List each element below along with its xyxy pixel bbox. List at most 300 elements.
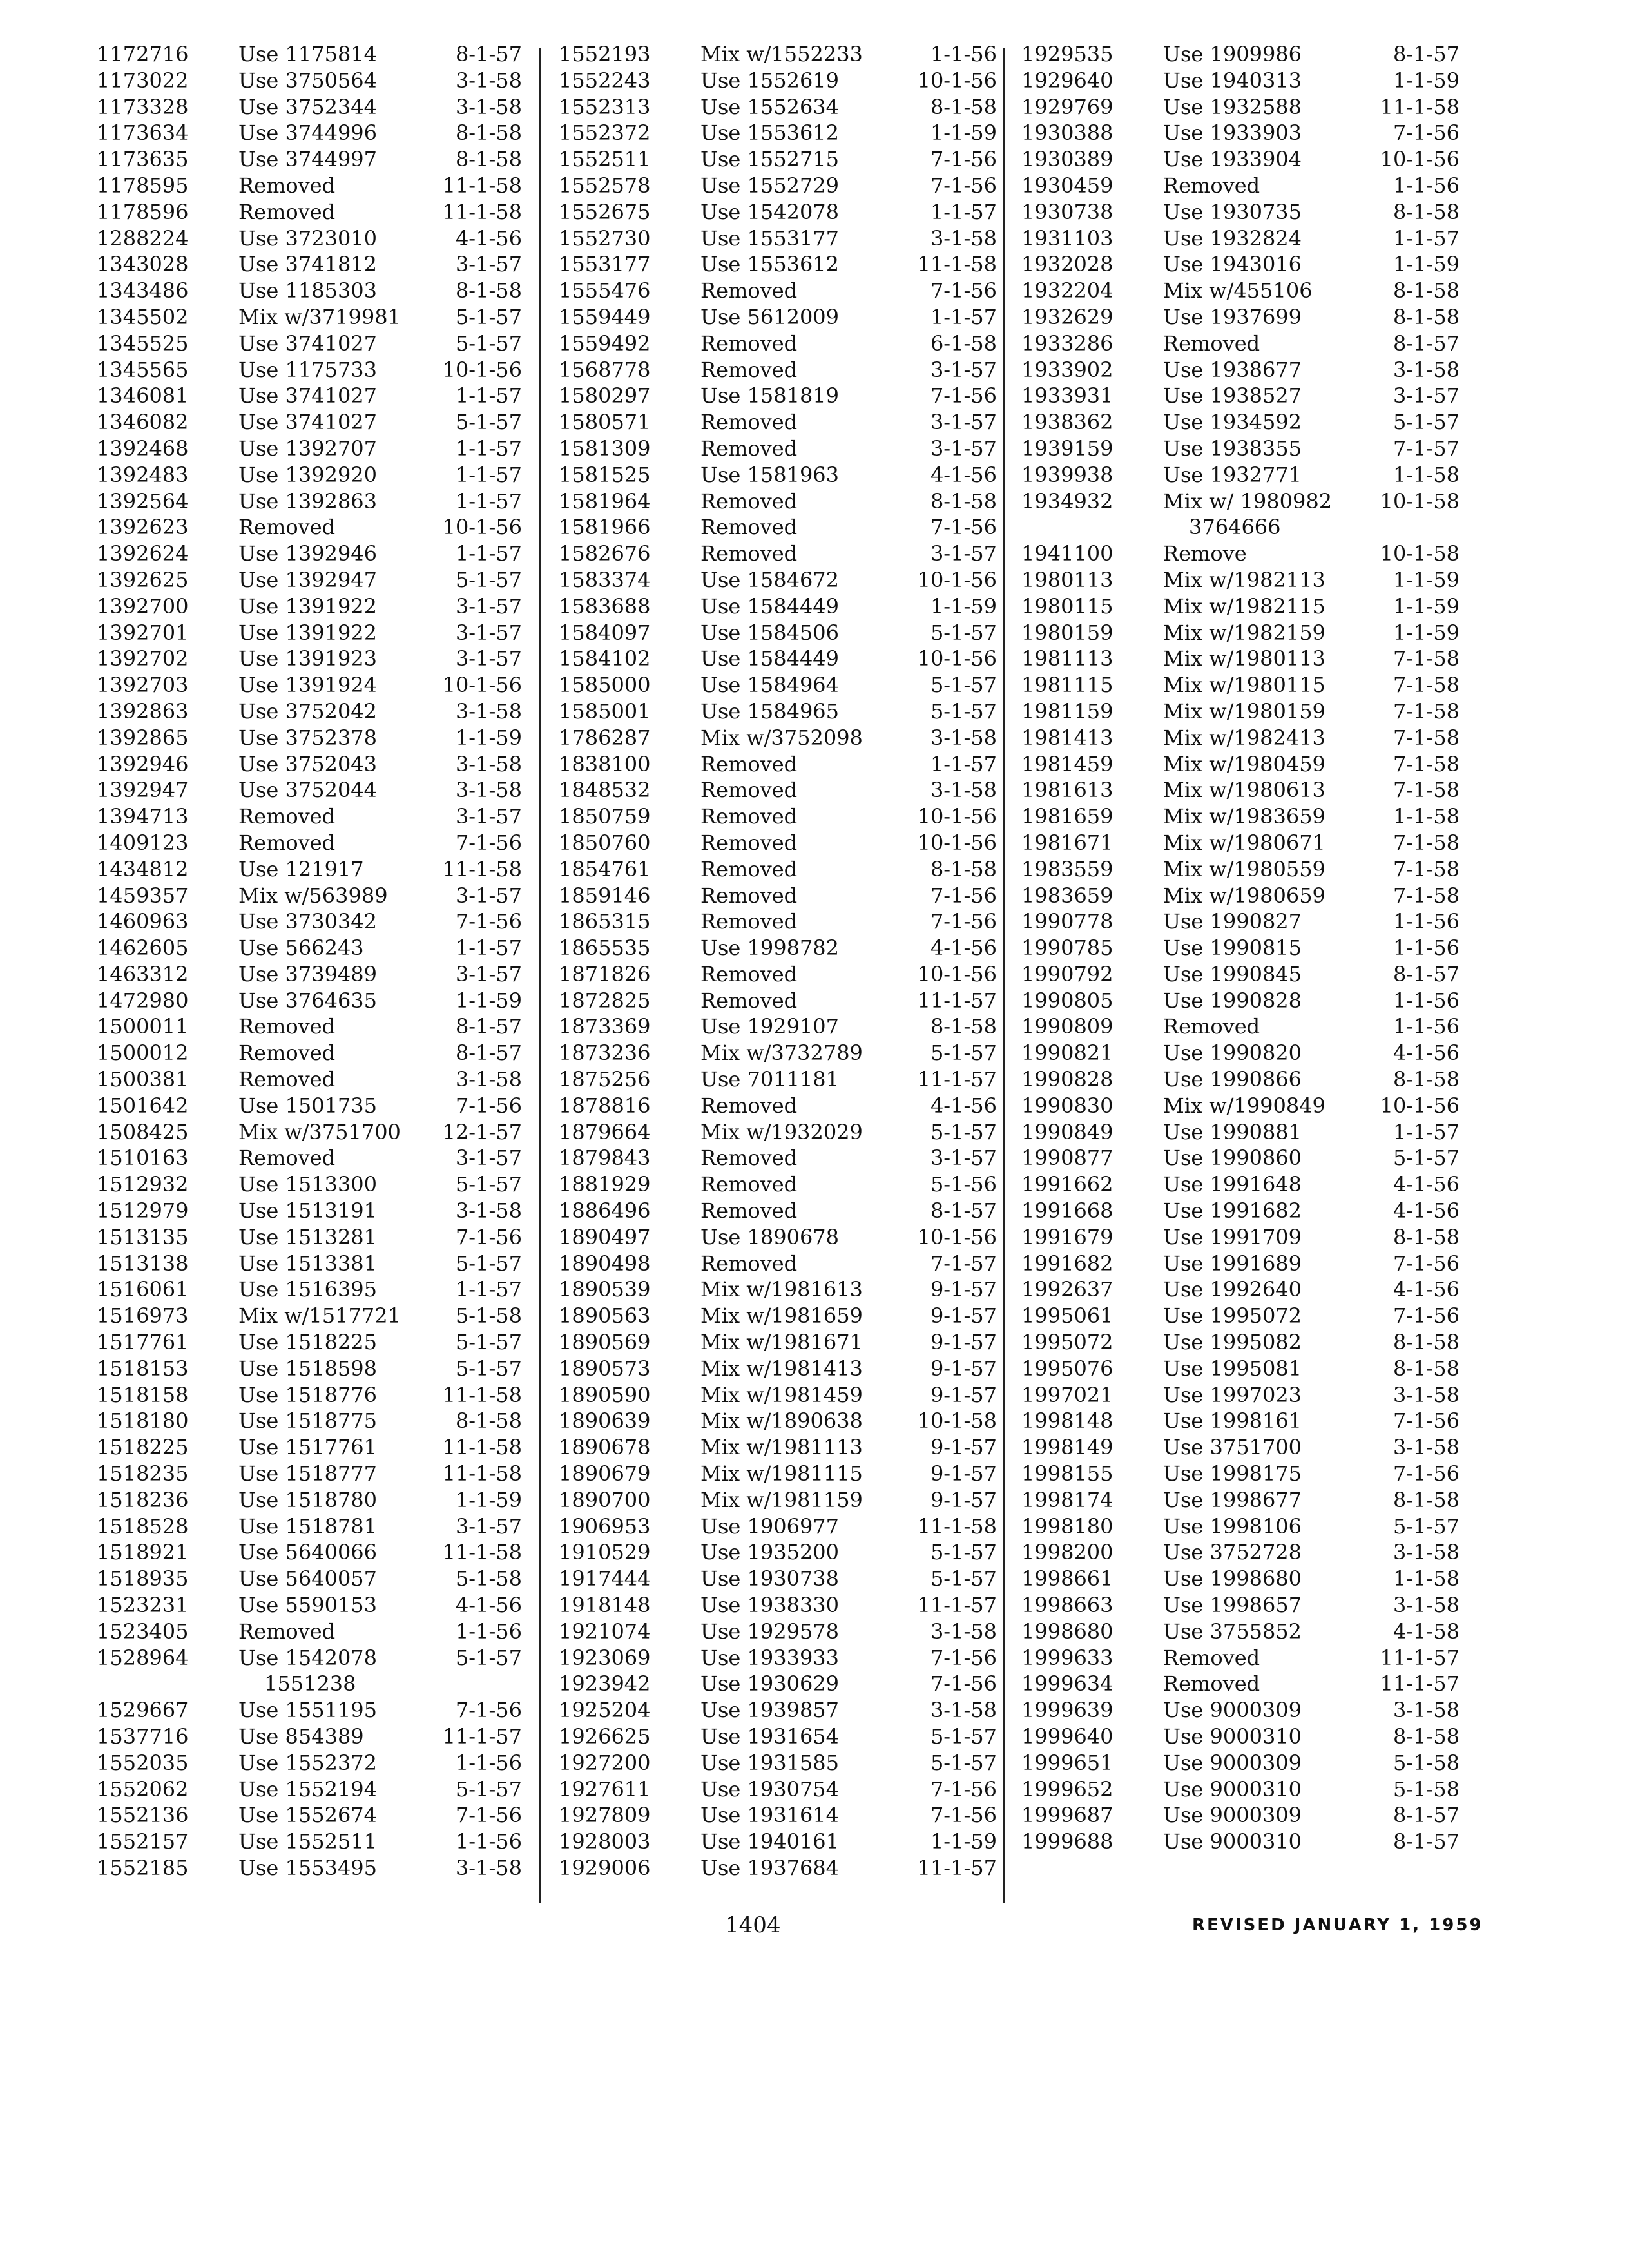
effective-date: 8-1-58 [1393,1724,1460,1749]
instruction-text: Remove [1163,541,1247,566]
effective-date: 1-1-57 [455,488,522,514]
column-divider [1003,48,1005,1903]
part-number: 1516061 [97,1277,189,1302]
table-row [559,1461,997,1487]
effective-date: 7-1-58 [1393,751,1460,776]
table-row [97,1066,522,1093]
instruction-text: Use 1938330 [700,1593,840,1618]
instruction [700,1119,863,1146]
instruction-text: Use 1391922 [238,620,378,645]
part-number: 1939938 [1021,462,1113,487]
instruction-text: Mix w/1982115 [1163,593,1325,619]
effective-date: 1-1-59 [930,593,997,619]
instruction [700,199,839,226]
instruction [700,226,839,252]
part-number: 1559492 [559,331,651,356]
instruction [1163,1224,1302,1251]
instruction-text: Removed [238,1067,336,1092]
effective-date: 8-1-57 [1393,331,1460,356]
effective-date: 9-1-57 [930,1330,997,1355]
table-row [1021,1329,1460,1356]
table-row [1021,1592,1460,1619]
instruction [238,1093,377,1119]
table-row [1021,68,1460,94]
instruction [1163,1093,1325,1119]
part-number: 1998200 [1021,1540,1113,1565]
effective-date: 4-1-56 [1393,1277,1460,1302]
instruction-text: Use 1518776 [238,1382,378,1407]
part-number: 1991682 [1021,1251,1113,1276]
part-number: 1981613 [1021,778,1113,803]
instruction-text: Mix w/455106 [1163,278,1313,303]
effective-date: 3-1-57 [1393,383,1460,408]
table-row [559,751,997,778]
part-number: 1890679 [559,1461,651,1486]
effective-date: 7-1-56 [930,383,997,408]
part-number: 1392625 [97,567,189,592]
instruction-text: Use 1933933 [700,1645,840,1670]
table-row [97,620,522,646]
effective-date: 3-1-58 [455,778,522,803]
effective-date: 4-1-56 [1393,1041,1460,1066]
part-number: 1991679 [1021,1224,1113,1249]
effective-date: 3-1-58 [1393,357,1460,382]
table-row [1021,1539,1460,1566]
instruction [1163,94,1302,120]
instruction-text: Use 1932588 [1163,94,1302,119]
instruction-text: Use 1553177 [700,226,840,251]
effective-date: 1-1-59 [930,120,997,146]
effective-date: 3-1-58 [930,778,997,803]
effective-date: 7-1-58 [1393,830,1460,855]
part-number: 1890678 [559,1435,651,1460]
part-number: 1581966 [559,515,651,540]
part-number: 1981413 [1021,725,1113,750]
table-row [1021,304,1460,331]
part-number: 1925204 [559,1698,651,1723]
part-number: 1990821 [1021,1041,1113,1066]
instruction-text: Mix w/3732789 [700,1041,863,1066]
effective-date: 1-1-57 [455,383,522,408]
table-row [559,146,997,173]
part-number: 1472980 [97,988,189,1013]
effective-date: 9-1-57 [930,1303,997,1329]
instruction-text: Use 1553612 [700,120,840,146]
instruction [1163,199,1302,226]
instruction-text: Use 3741027 [238,331,378,356]
instruction-text: Use 1391923 [238,646,378,671]
table-row [1021,436,1460,462]
part-number: 1517761 [97,1330,189,1355]
effective-date: 3-1-58 [930,226,997,251]
effective-date: 8-1-58 [930,488,997,514]
part-number: 1981659 [1021,804,1113,829]
instruction [238,146,377,173]
table-row [97,1750,522,1776]
table-row [1021,94,1460,120]
instruction-text: Use 1990820 [1163,1041,1302,1066]
instruction-text: Mix w/3751700 [238,1119,401,1144]
part-number: 1927809 [559,1803,651,1828]
table-row [97,541,522,567]
table-row [559,1145,997,1171]
instruction [238,541,377,567]
effective-date: 4-1-56 [1393,1198,1460,1224]
instruction-text: Removed [700,278,798,303]
instruction [700,304,839,331]
instruction [1163,1382,1302,1408]
instruction [1163,698,1325,725]
instruction-text: Mix w/1982159 [1163,620,1325,645]
table-row [1021,1619,1460,1645]
instruction [700,409,797,436]
instruction [700,1539,839,1566]
part-number: 1929535 [1021,42,1113,66]
effective-date: 4-1-56 [455,1593,522,1618]
instruction [238,620,377,646]
instruction-text: Use 1934592 [1163,410,1302,435]
instruction-text: Use 9000310 [1163,1829,1302,1854]
instruction-text: Use 1392863 [238,488,378,514]
instruction-text: Use 1940161 [700,1829,840,1854]
effective-date: 3-1-58 [1393,1540,1460,1565]
effective-date: 11-1-58 [1380,94,1460,119]
instruction [700,94,839,120]
effective-date: 5-1-57 [930,698,997,724]
table-row [1021,1356,1460,1382]
part-number: 1552157 [97,1829,189,1854]
effective-date: 3-1-58 [455,751,522,776]
effective-date: 3-1-58 [455,1855,522,1880]
part-number: 1585000 [559,673,651,698]
part-number: 1580571 [559,410,651,435]
column-3 [1021,41,1460,1855]
part-number: 1500381 [97,1067,189,1092]
part-number: 1518180 [97,1408,189,1434]
instruction-text: Use 3739489 [238,961,378,986]
instruction [238,1461,377,1487]
instruction [238,725,377,751]
instruction-text: Use 3764635 [238,988,378,1013]
instruction [700,856,797,883]
instruction-text: Use 1392920 [238,462,378,487]
instruction [700,436,797,462]
part-number: 1392863 [97,698,189,724]
part-number: 1980159 [1021,620,1113,645]
effective-date: 3-1-57 [455,1514,522,1539]
part-number: 1518153 [97,1356,189,1381]
effective-date: 9-1-57 [930,1356,997,1381]
table-row [559,120,997,146]
table-row [1021,226,1460,252]
effective-date: 3-1-58 [455,698,522,724]
part-number: 1917444 [559,1566,651,1591]
instruction-text: Use 1552619 [700,68,840,93]
instruction [1163,961,1302,988]
effective-date: 8-1-58 [1393,1356,1460,1381]
effective-date: 7-1-56 [455,1803,522,1828]
instruction-text: Use 3744996 [238,120,378,146]
effective-date: 1-1-56 [1393,1014,1460,1039]
instruction [238,646,377,672]
effective-date: 8-1-57 [1393,42,1460,66]
table-row [97,383,522,409]
table-row [559,1356,997,1382]
part-number: 1890563 [559,1303,651,1329]
effective-date: 7-1-56 [930,278,997,303]
instruction [700,803,797,830]
instruction [238,1619,335,1645]
effective-date: 5-1-57 [455,331,522,356]
effective-date: 11-1-58 [917,1514,997,1539]
table-row [559,488,997,515]
effective-date: 10-1-56 [917,830,997,855]
part-number: 1872825 [559,988,651,1013]
instruction [1163,1776,1302,1803]
effective-date: 4-1-56 [455,226,522,251]
part-number: 1938362 [1021,410,1113,435]
table-row [1021,1408,1460,1434]
part-number: 1552243 [559,68,651,93]
instruction-text: Use 1518777 [238,1461,378,1486]
table-row [97,1487,522,1514]
part-number: 1873369 [559,1014,651,1039]
effective-date: 7-1-56 [1393,120,1460,146]
effective-date: 10-1-56 [917,567,997,592]
table-row [1021,488,1460,541]
instruction [700,1619,839,1645]
instruction [1163,1750,1302,1776]
instruction-text: Use 1931614 [700,1803,840,1828]
effective-date: 1-1-57 [455,436,522,461]
table-row [1021,173,1460,199]
part-number: 1890539 [559,1277,651,1302]
effective-date: 1-1-59 [455,1487,522,1512]
table-row [559,988,997,1014]
table-row [97,146,522,173]
part-number: 1394713 [97,804,189,829]
instruction-text: Mix w/3719981 [238,304,401,329]
table-row [559,173,997,199]
effective-date: 1-1-59 [1393,567,1460,592]
table-row [559,1487,997,1514]
table-row [1021,883,1460,909]
part-number: 1582676 [559,541,651,566]
instruction-text: Use 9000309 [1163,1803,1302,1828]
instruction [238,1119,401,1146]
effective-date: 3-1-58 [455,68,522,93]
instruction-text: Use 1392707 [238,436,378,461]
instruction [700,1487,863,1514]
effective-date: 7-1-56 [455,1698,522,1723]
effective-date: 7-1-56 [1393,1408,1460,1434]
effective-date: 5-1-57 [1393,410,1460,435]
instruction-text: Removed [1163,1645,1260,1670]
instruction-text: Use 3744997 [238,147,378,172]
table-row [559,567,997,593]
part-number: 1584102 [559,646,651,671]
part-number: 1392564 [97,488,189,514]
instruction-text: Use 5590153 [238,1593,378,1618]
part-number: 1585001 [559,698,651,724]
effective-date: 1-1-56 [1393,909,1460,934]
instruction-text: Use 3752042 [238,698,378,724]
effective-date: 8-1-58 [1393,199,1460,224]
instruction-text: Use 1513191 [238,1198,378,1224]
effective-date: 1-1-59 [1393,620,1460,645]
part-number: 1392946 [97,751,189,776]
instruction-text: Removed [700,830,798,855]
effective-date: 8-1-58 [1393,1487,1460,1512]
instruction [238,1356,377,1382]
table-row [97,304,522,331]
instruction-text: Removed [238,804,336,829]
effective-date: 9-1-57 [930,1382,997,1407]
effective-date: 3-1-58 [455,94,522,119]
part-number: 1929006 [559,1855,651,1880]
part-number: 1995076 [1021,1356,1113,1381]
part-number: 1998180 [1021,1514,1113,1539]
part-number: 1434812 [97,856,189,881]
table-row [559,1093,997,1119]
instruction-text: Use 1392947 [238,567,378,592]
instruction-text: Use 1909986 [1163,42,1302,66]
effective-date: 4-1-56 [1393,1172,1460,1197]
part-number: 1932028 [1021,252,1113,277]
effective-date: 11-1-58 [442,1461,522,1486]
table-row [1021,1487,1460,1514]
instruction [1163,935,1302,961]
table-row [97,94,522,120]
instruction-text: Mix w/1981115 [700,1461,863,1486]
instruction [238,436,377,462]
instruction [700,1224,839,1251]
instruction-text: Mix w/563989 [238,883,388,908]
part-number: 1518236 [97,1487,189,1512]
instruction-text: Mix w/1980459 [1163,751,1325,776]
instruction [238,1539,377,1566]
table-row [97,751,522,778]
part-number: 1875256 [559,1067,651,1092]
instruction-text: Use 9000309 [1163,1698,1302,1723]
table-row [1021,1276,1460,1303]
table-row [97,1619,522,1645]
instruction-text: Use 1930738 [700,1566,840,1591]
instruction-text: Use 1940313 [1163,68,1302,93]
instruction-text: Use 1584506 [700,620,840,645]
part-number: 1999652 [1021,1776,1113,1802]
instruction-text: Use 1998657 [1163,1593,1302,1618]
effective-date: 8-1-58 [455,278,522,303]
instruction [1163,1329,1302,1356]
effective-date: 11-1-58 [442,1435,522,1460]
instruction-text: Use 1584449 [700,646,840,671]
effective-date: 7-1-56 [930,883,997,908]
part-number: 1518935 [97,1566,189,1591]
instruction [700,1198,797,1224]
part-number: 1288224 [97,226,189,251]
instruction [1163,988,1302,1014]
part-number: 1345565 [97,357,189,382]
instruction-text: Removed [700,778,798,803]
effective-date: 10-1-56 [917,646,997,671]
effective-date: 5-1-57 [455,1645,522,1670]
part-number: 1518528 [97,1514,189,1539]
table-row [97,1434,522,1461]
effective-date: 3-1-57 [930,541,997,566]
part-number: 1500012 [97,1041,189,1066]
effective-date: 7-1-58 [1393,778,1460,803]
instruction [700,331,797,357]
part-number: 1886496 [559,1198,651,1224]
instruction-text: Use 1938527 [1163,383,1302,408]
instruction [1163,725,1325,751]
effective-date: 1-1-57 [1393,1119,1460,1144]
table-row [97,488,522,515]
table-row [97,1093,522,1119]
instruction [1163,908,1302,935]
table-row [1021,1829,1460,1855]
effective-date: 3-1-58 [1393,1382,1460,1407]
instruction [238,593,377,620]
part-number: 1998661 [1021,1566,1113,1591]
table-row [559,1251,997,1277]
instruction-text: Mix w/1980113 [1163,646,1325,671]
table-row [559,1434,997,1461]
instruction-text: Use 1890678 [700,1224,840,1249]
effective-date: 5-1-57 [930,1041,997,1066]
part-number: 1552372 [559,120,651,146]
instruction [700,883,797,909]
instruction [1163,409,1302,436]
part-number: 1178596 [97,199,189,224]
instruction [1163,251,1302,278]
part-number: 1580297 [559,383,651,408]
instruction [1163,1487,1302,1514]
table-row [559,1724,997,1750]
table-row [1021,672,1460,698]
part-number: 1518921 [97,1540,189,1565]
part-number: 1552313 [559,94,651,119]
instruction [700,1697,839,1724]
table-row [1021,120,1460,146]
table-row [97,1276,522,1303]
table-row [559,41,997,68]
instruction [1163,1514,1302,1540]
part-number: 1462605 [97,936,189,961]
table-row [1021,1014,1460,1040]
instruction [238,1303,401,1329]
table-row [559,1829,997,1855]
instruction [1163,173,1260,199]
effective-date: 1-1-56 [455,1619,522,1644]
part-number: 1933931 [1021,383,1113,408]
instruction [1163,1251,1302,1277]
instruction [238,514,335,541]
part-number: 1930738 [1021,199,1113,224]
instruction-text: Use 1518775 [238,1408,378,1434]
effective-date: 11-1-57 [442,1724,522,1749]
part-number: 1995072 [1021,1330,1113,1355]
instruction-text: Mix w/1981159 [700,1487,863,1512]
table-row [97,462,522,488]
part-number: 1500011 [97,1014,189,1039]
effective-date: 5-1-57 [930,1566,997,1591]
instruction [700,278,797,304]
instruction-text: Use 1518781 [238,1514,378,1539]
table-row [97,173,522,199]
effective-date: 5-1-57 [455,304,522,329]
